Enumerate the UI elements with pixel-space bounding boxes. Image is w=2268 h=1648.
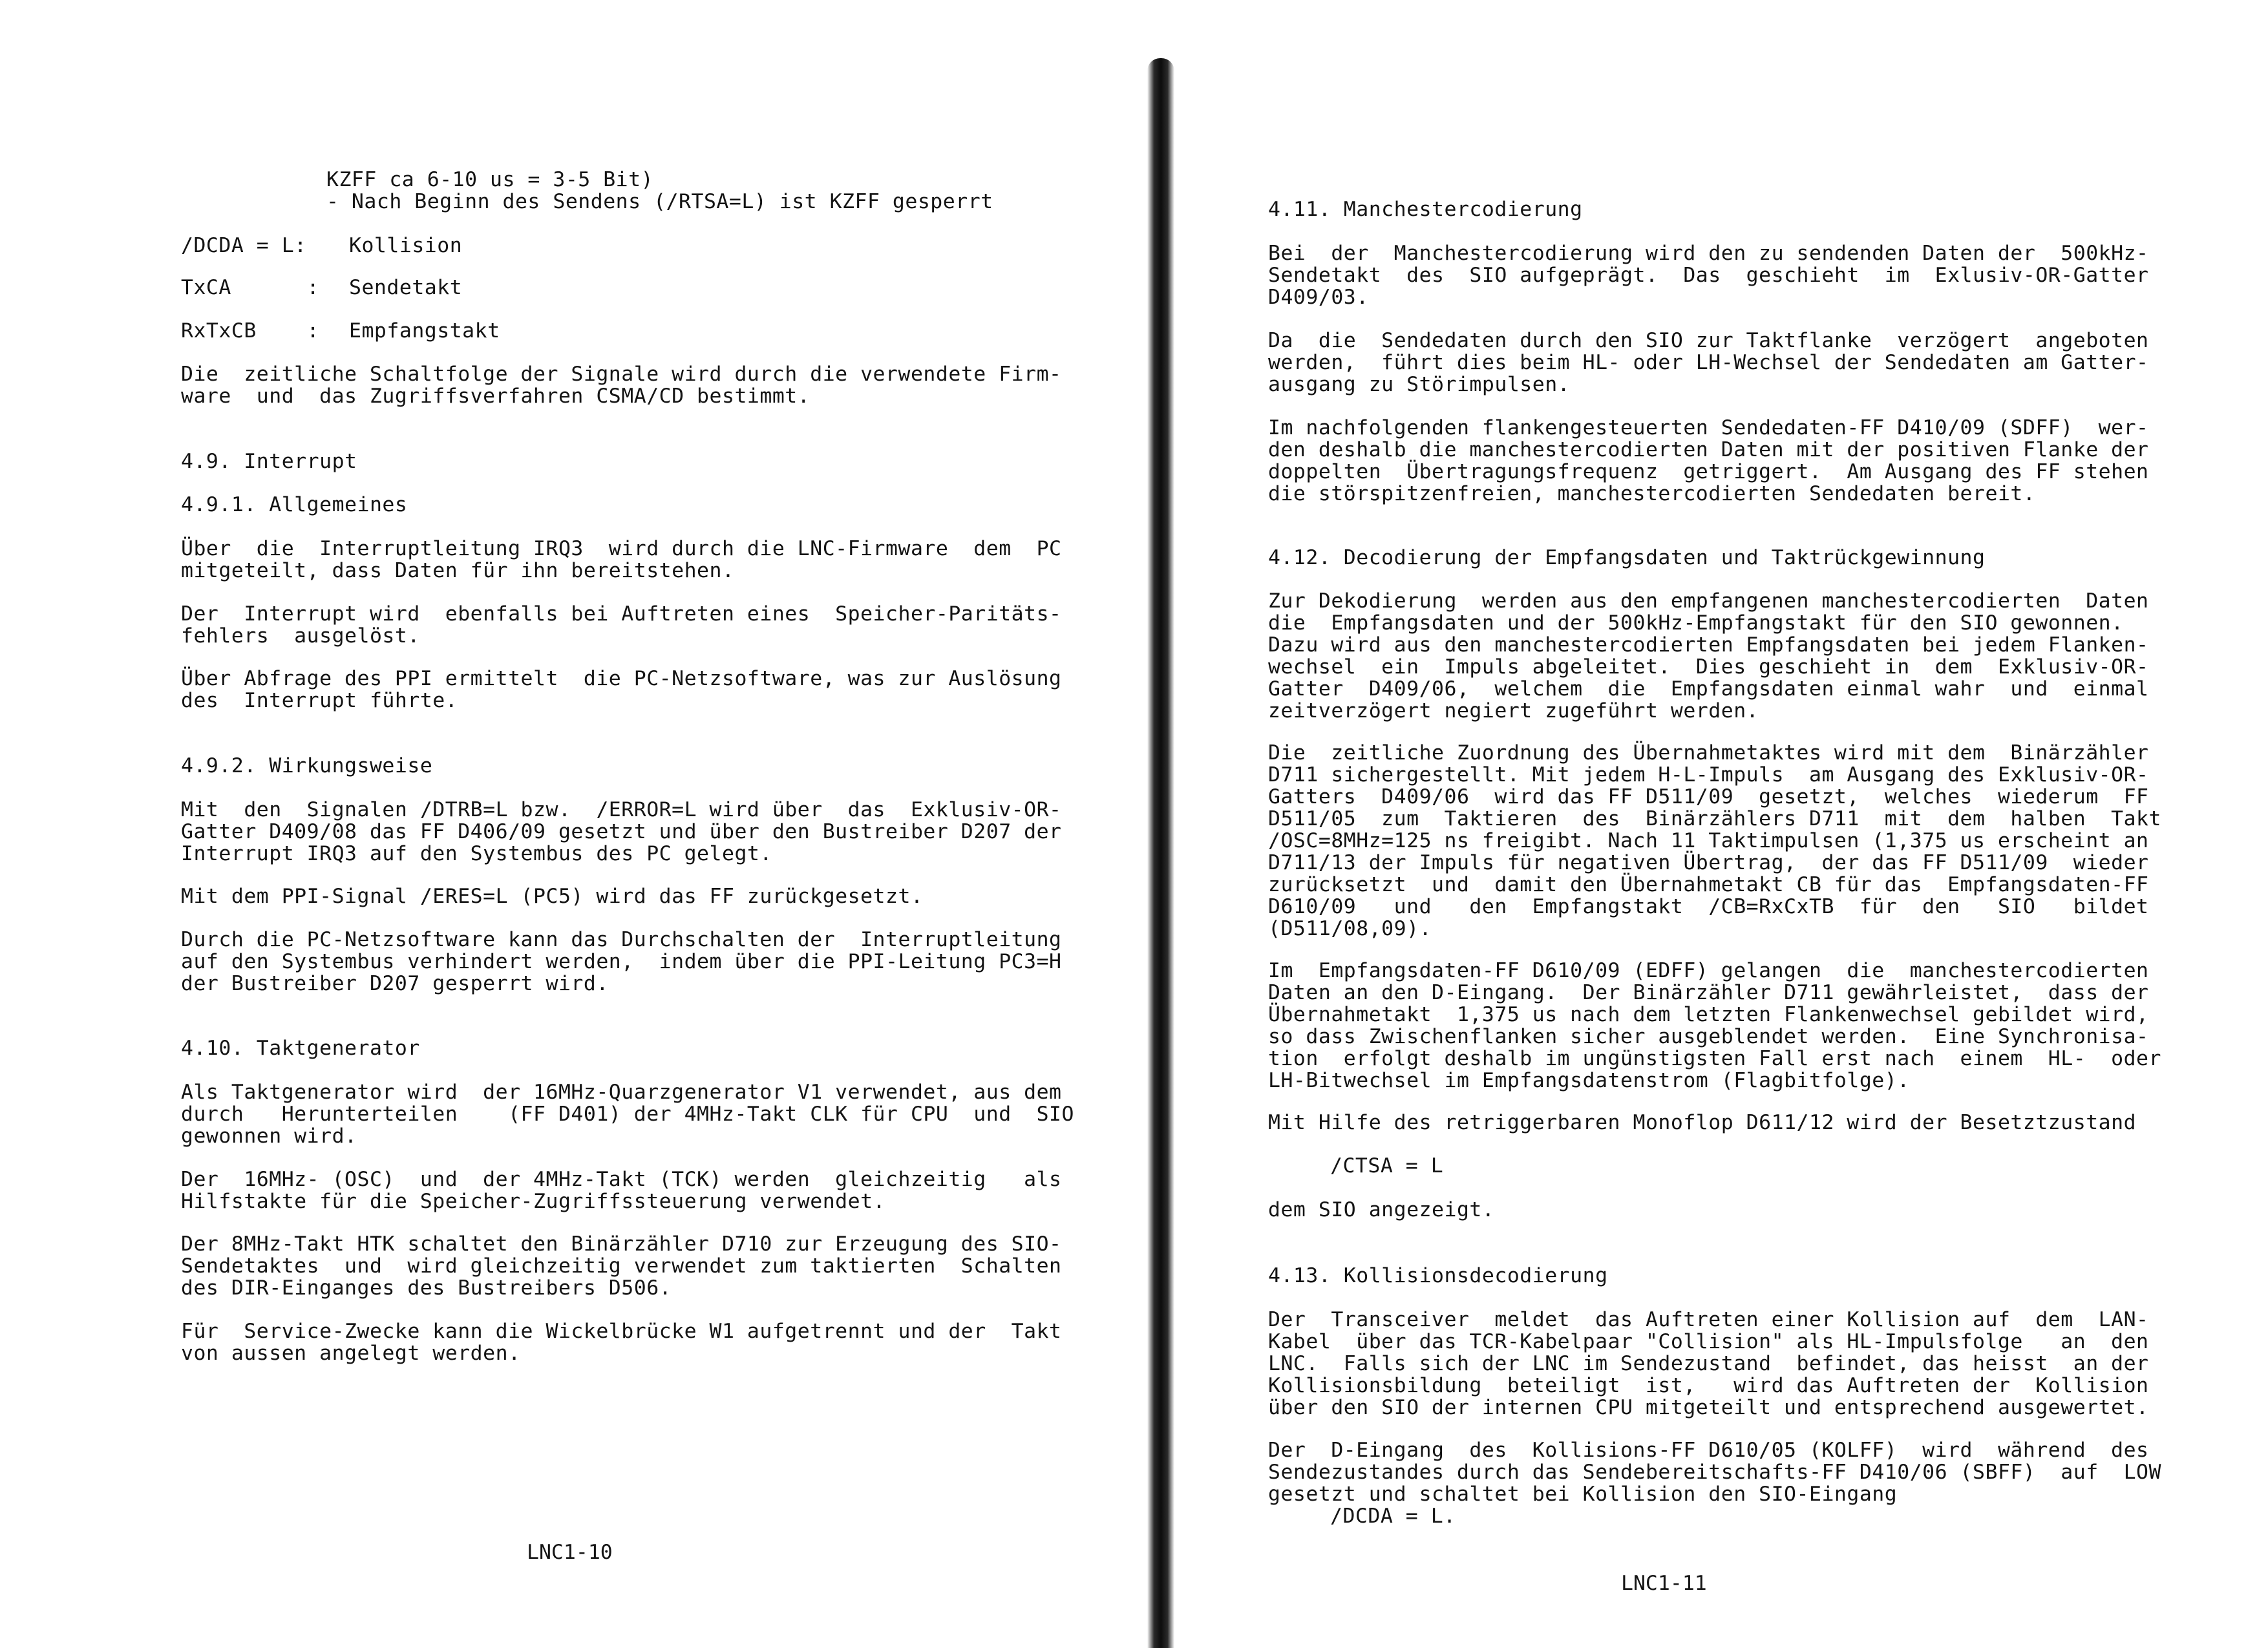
paragraph-takt-2: Der 16MHz- (OSC) und der 4MHz-Takt (TCK) werden gleichzeitig als Hilfstakte für die Speicher-Zugriffssteuerung verwendet. — [181, 1168, 1062, 1213]
paragraph-manchester-1: Bei der Manchestercodierung wird den zu sendenden Daten der 500kHz- Sendetakt des SIO aufgeprägt. Das geschieht im Exlusiv-OR-Gatter D409/03. — [1268, 242, 2149, 309]
paragraph-decodierung-2: Die zeitliche Zuordnung des Übernahmetaktes wird mit dem Binärzähler D711 sichergestellt. Mit jedem H-L-Impuls am Ausgang des Exklusiv-OR- Gatters D409/06 wird das FF D511/09 gesetzt, welches wiederum FF D511/05 zum Taktieren des Binärzählers D711 mit dem halben Takt /OSC=8MHz=125 ns freigibt. Nach 11 Taktimpulsen (1,375 us erscheint an D711/13 der Impuls für negativen Übertrag, der das FF D511/09 wieder zurücksetzt und damit den Übernahmetakt CB für das Empfangsdaten-FF D610/09 und den Empfangstakt /CB=RxCxTB für den SIO bildet (D511/08,09). — [1268, 741, 2161, 940]
paragraph-wirkung-2: Mit dem PPI-Signal /ERES=L (PC5) wird das FF zurückgesetzt. — [181, 885, 924, 908]
page-number: LNC1-10 — [527, 1541, 613, 1564]
heading-4-10: 4.10. Taktgenerator — [181, 1037, 420, 1060]
signal-ctsa: /CTSA = L — [1330, 1154, 1444, 1178]
heading-4-11: 4.11. Manchestercodierung — [1268, 198, 1583, 221]
paragraph-signals: Die zeitliche Schaltfolge der Signale wird durch die verwendete Firm- ware und das Zugriffsverfahren CSMA/CD bestimmt. — [181, 363, 1062, 408]
paragraph-takt-1: Als Taktgenerator wird der 16MHz-Quarzgenerator V1 verwendet, aus dem durch Herunterteilen (FF D401) der 4MHz-Takt CLK für CPU und SIO gewonnen wird. — [181, 1081, 1074, 1148]
signal-desc: Empfangstakt — [349, 319, 500, 343]
heading-4-9: 4.9. Interrupt — [181, 450, 357, 473]
intro-text: KZFF ca 6-10 us = 3-5 Bit) - Nach Beginn des Sendens (/RTSA=L) ist KZFF gesperrt — [326, 168, 993, 213]
page-number: LNC1-11 — [1621, 1572, 1707, 1595]
binding-gutter — [1147, 58, 1174, 1648]
paragraph-decodierung-3: Im Empfangsdaten-FF D610/09 (EDFF) gelangen die manchestercodierten Daten an den D-Eingang. Der Binärzähler D711 gewährleistet, dass der Übernahmetakt 1,375 us nach dem letzten Flankenwechsel gebildet wird, so dass Zwischenflanken sicher ausgeblendet werden. Eine Synchronisa- tion erfolgt deshalb im ungünstigsten Fall erst nach einem HL- oder LH-Bitwechsel im Empfangsdatenstrom (Flagbitfolge). — [1268, 959, 2161, 1092]
paragraph-kollision-1: Der Transceiver meldet das Auftreten einer Kollision auf dem LAN- Kabel über das TCR-Kabelpaar "Collision" als HL-Impulsfolge an den LNC. Falls sich der LNC im Sendezustand befindet, das heisst an der Kollisionsbildung beteiligt ist, wird das Auftreten der Kollision über den SIO der internen CPU mitgeteilt und entsprechend ausgewertet. — [1268, 1308, 2149, 1419]
signal-desc: Kollision — [349, 234, 463, 257]
heading-4-13: 4.13. Kollisionsdecodierung — [1268, 1264, 1608, 1287]
paragraph-manchester-3: Im nachfolgenden flankengesteuerten Sendedaten-FF D410/09 (SDFF) wer- den deshalb die manchestercodierten Daten mit der positiven Flanke der doppelten Übertragungsfrequenz getriggert. Am Ausgang des FF stehen die störspitzenfreien, manchestercodierten Sendedaten bereit. — [1268, 416, 2149, 505]
signal-name: TxCA : — [181, 276, 320, 299]
heading-4-12: 4.12. Decodierung der Empfangsdaten und Taktrückgewinnung — [1268, 546, 1986, 569]
right-page — [1183, 0, 2268, 1648]
paragraph-irq-2: Der Interrupt wird ebenfalls bei Auftreten eines Speicher-Paritäts- fehlers ausgelöst. — [181, 602, 1062, 648]
heading-4-9-2: 4.9.2. Wirkungsweise — [181, 754, 433, 777]
signal-desc: Sendetakt — [349, 276, 463, 299]
paragraph-irq-3: Über Abfrage des PPI ermittelt die PC-Netzsoftware, was zur Auslösung des Interrupt führte. — [181, 667, 1062, 712]
paragraph-decodierung-6: dem SIO angezeigt. — [1268, 1198, 1495, 1221]
heading-4-9-1: 4.9.1. Allgemeines — [181, 493, 408, 516]
paragraph-takt-3: Der 8MHz-Takt HTK schaltet den Binärzähler D710 zur Erzeugung des SIO- Sendetaktes und wird gleichzeitig verwendet zum taktierten Schalten des DIR-Einganges des Bustreibers D506. — [181, 1232, 1062, 1300]
paragraph-decodierung-1: Zur Dekodierung werden aus den empfangenen manchestercodierten Daten die Empfangsdaten und der 500kHz-Empfangstakt für den SIO gewonnen. Dazu wird aus den manchestercodierten Empfangsdaten bei jedem Flanken- wechsel ein Impuls abgeleitet. Dies geschieht in dem Exklusiv-OR- Gatter D409/06, welchem die Empfangsdaten einmal wahr und einmal zeitverzögert negiert zugeführt werden. — [1268, 589, 2149, 723]
paragraph-wirkung-1: Mit den Signalen /DTRB=L bzw. /ERROR=L wird über das Exklusiv-OR- Gatter D409/08 das FF D406/09 gesetzt und über den Bustreiber D207 der Interrupt IRQ3 auf den Systembus des PC gelegt. — [181, 798, 1062, 865]
paragraph-wirkung-3: Durch die PC-Netzsoftware kann das Durchschalten der Interruptleitung auf den Systembus verhindert werden, indem über die PPI-Leitung PC3=H der Bustreiber D207 gesperrt wird. — [181, 928, 1062, 995]
paragraph-kollision-2: Der D-Eingang des Kollisions-FF D610/05 (KOLFF) wird während des Sendezustandes durch das Sendebereitschafts-FF D410/06 (SBFF) auf LOW gesetzt und schaltet bei Kollision den SIO-Eingang — [1268, 1439, 2161, 1506]
signal-name: /DCDA = L: — [181, 234, 307, 257]
paragraph-irq-1: Über die Interruptleitung IRQ3 wird durch die LNC-Firmware dem PC mitgeteilt, dass Daten für ihn bereitstehen. — [181, 537, 1062, 582]
paragraph-manchester-2: Da die Sendedaten durch den SIO zur Taktflanke verzögert angeboten werden, führt dies beim HL- oder LH-Wechsel der Sendedaten am Gatter- ausgang zu Störimpulsen. — [1268, 329, 2149, 396]
paragraph-takt-4: Für Service-Zwecke kann die Wickelbrücke W1 aufgetrennt und der Takt von aussen angelegt werden. — [181, 1320, 1062, 1365]
paragraph-decodierung-4: Mit Hilfe des retriggerbaren Monoflop D611/12 wird der Besetztzustand — [1268, 1111, 2137, 1134]
signal-dcda: /DCDA = L. — [1330, 1505, 1456, 1528]
signal-name: RxTxCB : — [181, 319, 320, 343]
